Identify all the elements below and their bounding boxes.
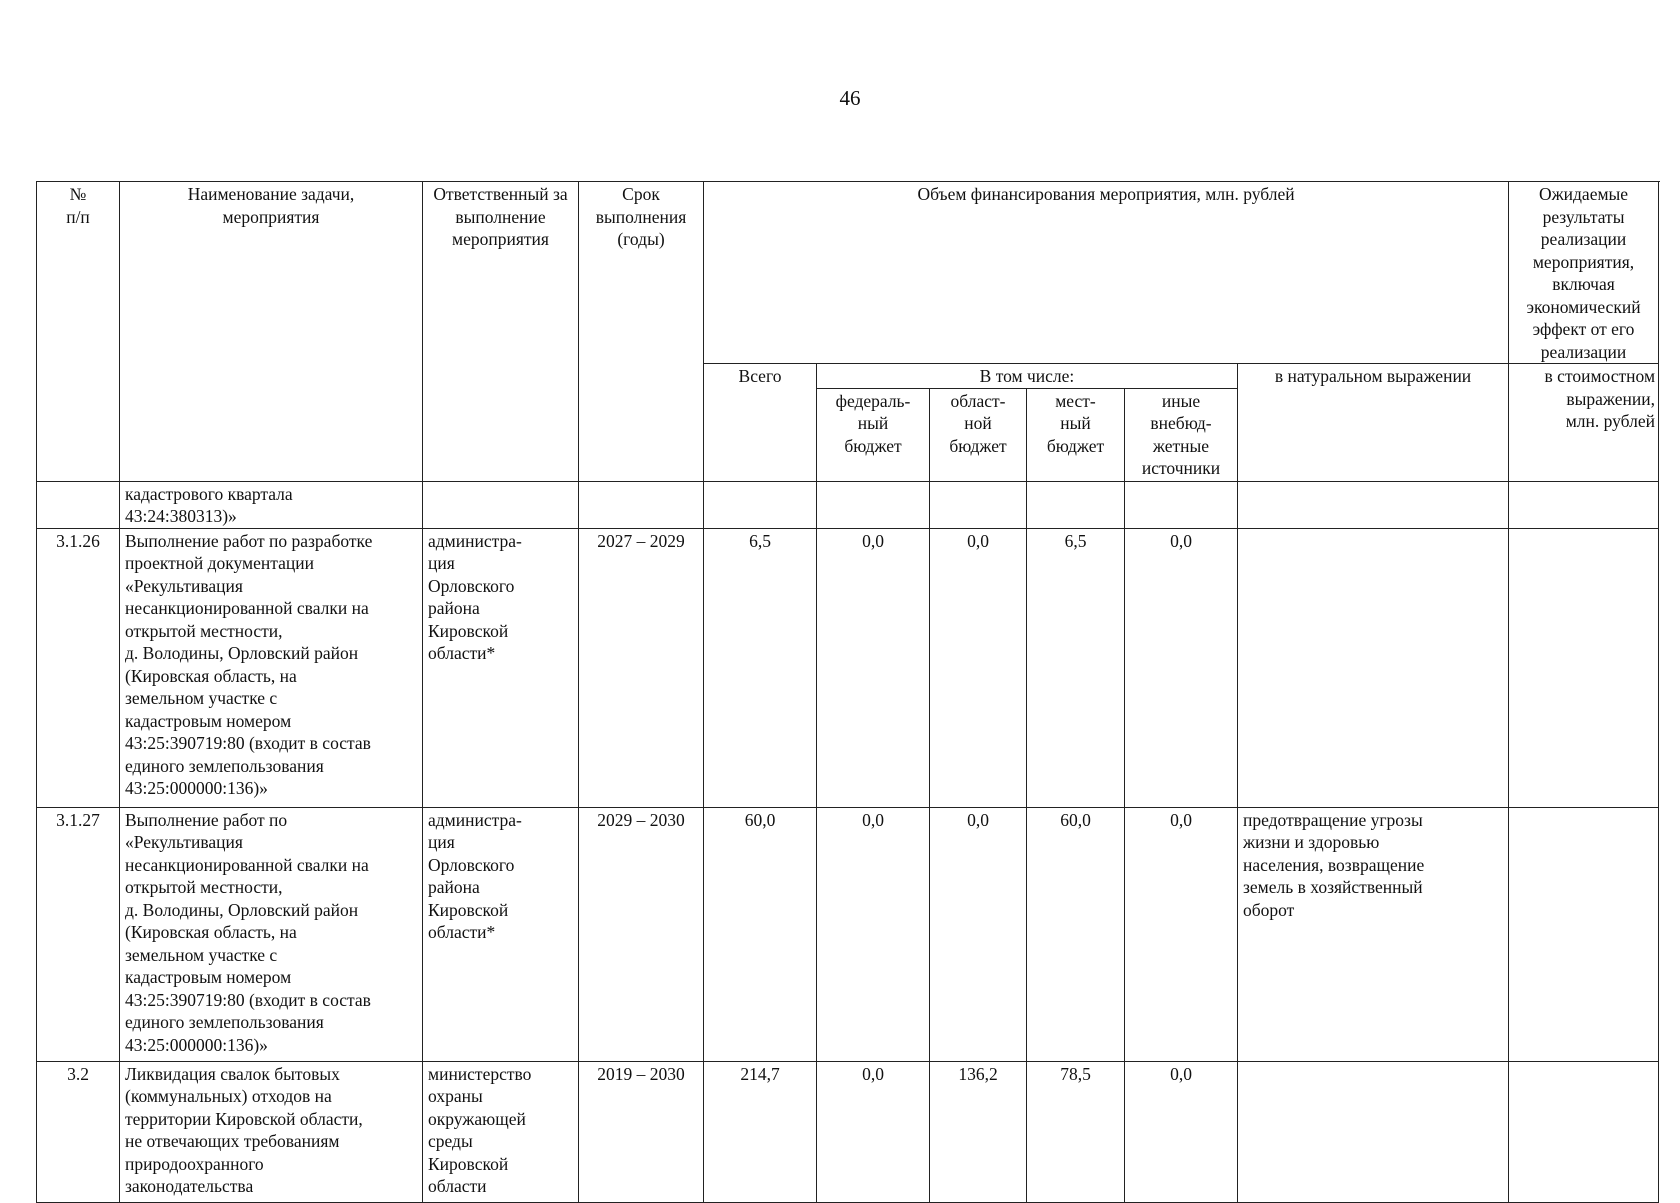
cell-num: 3.2 (37, 1061, 120, 1202)
cell-total: 60,0 (704, 807, 817, 1061)
cell-name: Ликвидация свалок бытовых (коммунальных) отходов на территории Кировской области, не отвечающих требованиям природоохранного законодательства (120, 1061, 423, 1202)
cell-regional (930, 481, 1027, 528)
cell-regional: 136,2 (930, 1061, 1027, 1202)
cell-name: Выполнение работ по разработке проектной документации «Рекультивация несанкционированной свалки на открытой местности, д. Володины, Орловский район (Кировская область, на земельном участке с кадастровым номером 43:25:390719:80 (входит в состав единого землепользования 43:25:000000:136)» (120, 528, 423, 807)
header-funding: Объем финансирования мероприятия, млн. рублей (704, 182, 1509, 364)
cell-term (579, 481, 704, 528)
table-row (37, 528, 1659, 807)
cell-natural (1238, 481, 1509, 528)
cell-other (1125, 481, 1238, 528)
header-responsible: Ответственный за выполнение мероприятия (423, 182, 579, 482)
header-federal: федераль- ный бюджет (817, 388, 930, 481)
header-total: Всего (704, 364, 817, 482)
header-other: иные внебюд- жетные источники (1125, 388, 1238, 481)
cell-total: 214,7 (704, 1061, 817, 1202)
table-row (37, 807, 1659, 1061)
cell-responsible: министерство охраны окружающей среды Кировской области (423, 1061, 579, 1202)
cell-name: кадастрового квартала 43:24:380313)» (120, 481, 423, 528)
cell-local: 78,5 (1027, 1061, 1125, 1202)
cell-regional: 0,0 (930, 528, 1027, 807)
cell-federal (817, 481, 930, 528)
header-local: мест- ный бюджет (1027, 388, 1125, 481)
cell-responsible: администра- ция Орловского района Кировской области* (423, 528, 579, 807)
cell-other: 0,0 (1125, 807, 1238, 1061)
cell-num: 3.1.26 (37, 528, 120, 807)
cell-name: Выполнение работ по «Рекультивация несанкционированной свалки на открытой местности, д. Володины, Орловский район (Кировская область, на земельном участке с кадастровым номером 43:25:390719:80 (входит в состав единого землепользования 43:25:000000:136)» (120, 807, 423, 1061)
header-natural: в натуральном выражении (1238, 364, 1509, 482)
cell-num (37, 481, 120, 528)
cell-local: 60,0 (1027, 807, 1125, 1061)
cell-monetary (1509, 481, 1659, 528)
cell-federal: 0,0 (817, 528, 930, 807)
cell-monetary (1509, 807, 1659, 1061)
cell-term: 2019 – 2030 (579, 1061, 704, 1202)
cell-total (704, 481, 817, 528)
cell-total: 6,5 (704, 528, 817, 807)
page-number: 46 (839, 86, 861, 110)
cell-natural: предотвращение угрозы жизни и здоровью населения, возвращение земель в хозяйственный оборот (1238, 807, 1509, 1061)
continuation-row (37, 481, 1659, 528)
header-name: Наименование задачи, мероприятия (120, 182, 423, 482)
header-term: Срок выполнения (годы) (579, 182, 704, 482)
cell-other: 0,0 (1125, 528, 1238, 807)
activities-table (36, 181, 1659, 1203)
cell-natural (1238, 1061, 1509, 1202)
header-results: Ожидаемые результаты реализации мероприятия, включая экономический эффект от его реализации (1509, 182, 1659, 364)
cell-responsible: администра- ция Орловского района Кировской области* (423, 807, 579, 1061)
cell-federal: 0,0 (817, 1061, 930, 1202)
cell-federal: 0,0 (817, 807, 930, 1061)
cell-regional: 0,0 (930, 807, 1027, 1061)
cell-num: 3.1.27 (37, 807, 120, 1061)
cell-other: 0,0 (1125, 1061, 1238, 1202)
header-num: № п/п (37, 182, 120, 482)
header-including: В том числе: (817, 364, 1238, 389)
header-row-1 (37, 182, 1659, 364)
header-monetary: в стоимостном выражении, млн. рублей (1509, 364, 1659, 482)
cell-term: 2029 – 2030 (579, 807, 704, 1061)
header-regional: област- ной бюджет (930, 388, 1027, 481)
cell-monetary (1509, 1061, 1659, 1202)
cell-responsible (423, 481, 579, 528)
cell-natural (1238, 528, 1509, 807)
table-row (37, 1061, 1659, 1202)
cell-local: 6,5 (1027, 528, 1125, 807)
cell-monetary (1509, 528, 1659, 807)
cell-local (1027, 481, 1125, 528)
cell-term: 2027 – 2029 (579, 528, 704, 807)
